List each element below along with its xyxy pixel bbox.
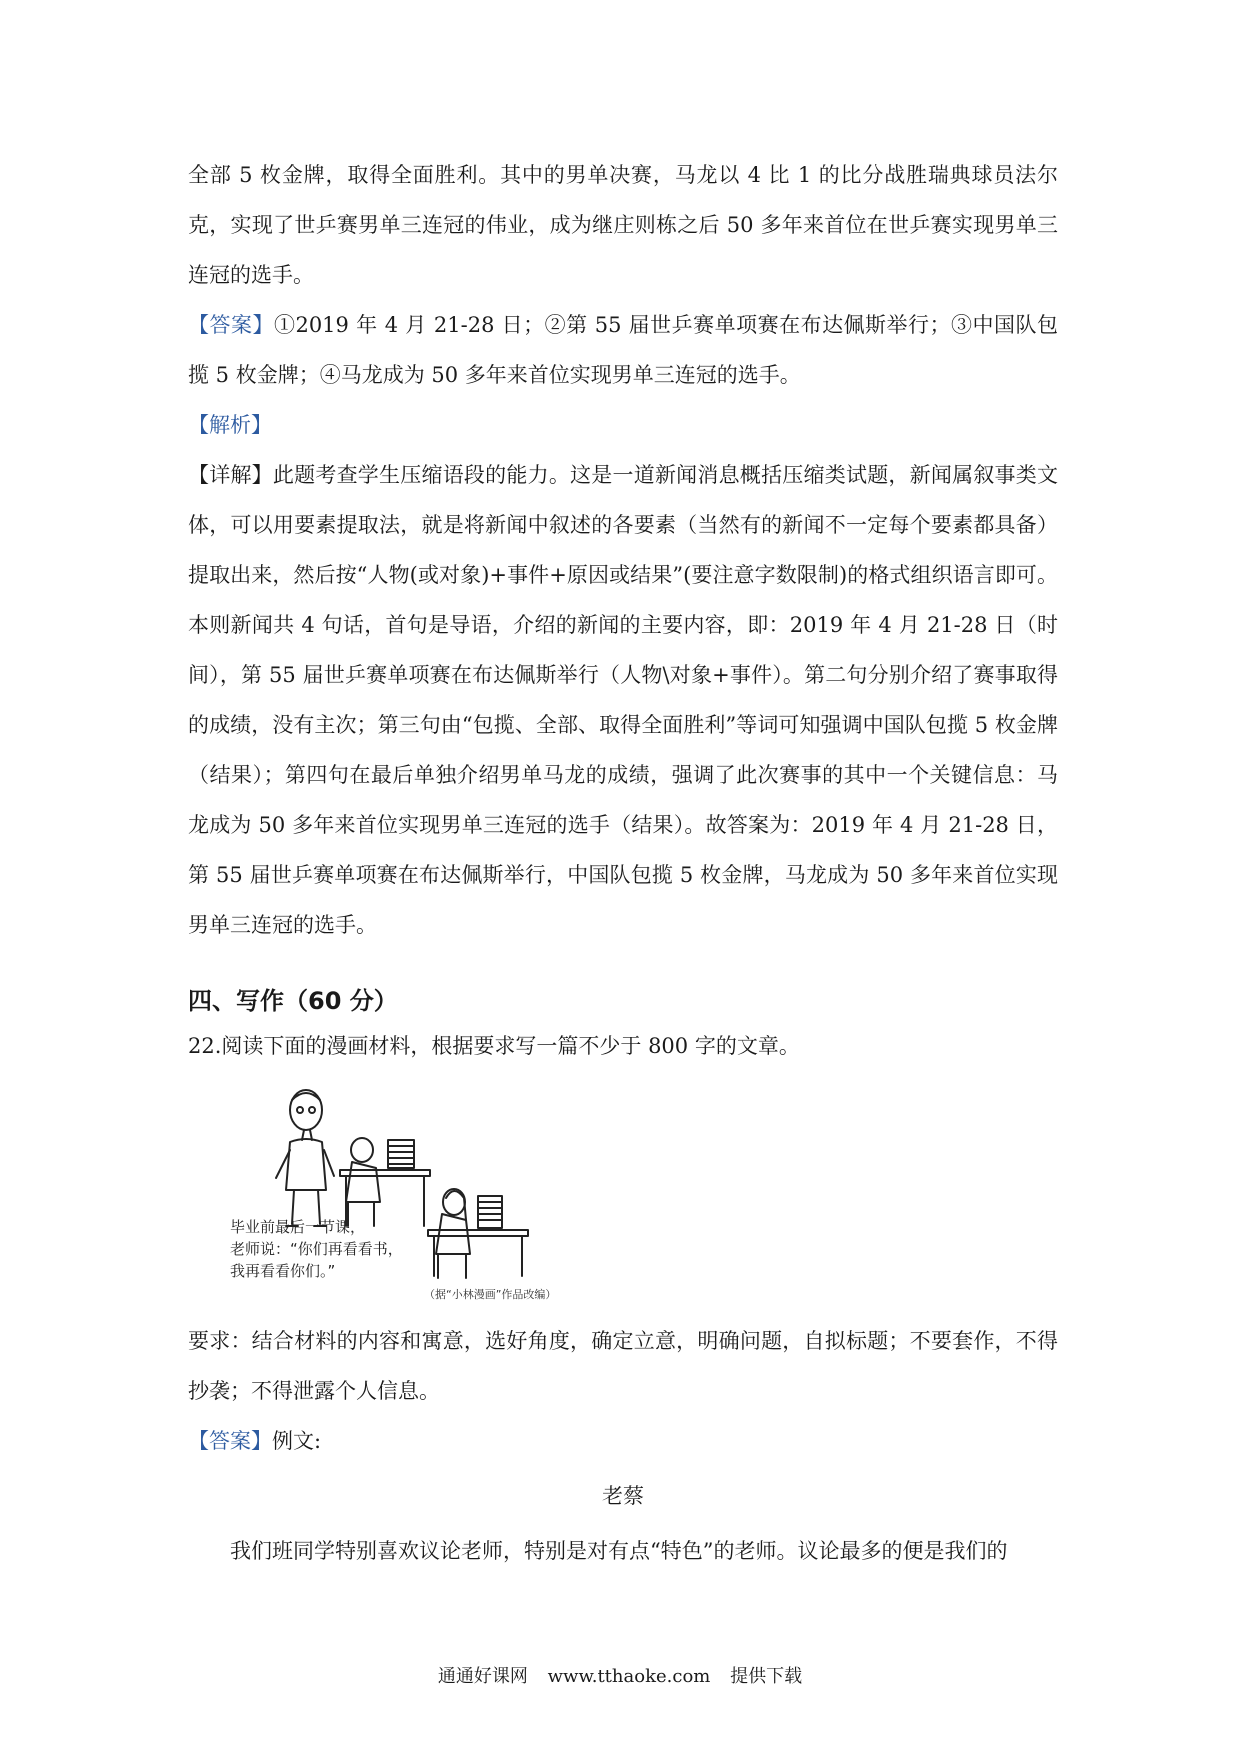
answer2-text: 例文: (272, 1429, 322, 1453)
requirement-text: 要求：结合材料的内容和寓意，选好角度，确定立意，明确问题，自拟标题；不要套作，不得抄袭；不得泄露个人信息。 (188, 1329, 1058, 1403)
cartoon-caption: （据“小林漫画”作品改编） (424, 1288, 557, 1301)
page-footer (0, 1662, 1240, 1688)
cartoon-drawing (228, 1080, 568, 1304)
answer2-block (188, 1416, 1058, 1466)
footer-url[interactable]: www.tthaoke.com (547, 1666, 711, 1687)
essay-first-line: 我们班同学特别喜欢议论老师，特别是对有点“特色”的老师。议论最多的便是我们的 (230, 1539, 1008, 1563)
cartoon-image (228, 1080, 568, 1304)
footer-site: 通通好课网 (437, 1666, 528, 1687)
analysis-block (188, 400, 1058, 450)
question-text: 22.阅读下面的漫画材料，根据要求写一篇不少于 800 字的文章。 (188, 1034, 800, 1058)
section-title: 四、写作（60 分） (188, 987, 398, 1015)
cartoon-handwriting-line-1: 毕业前最后一节课， (230, 1218, 366, 1236)
analysis-label: 【解析】 (188, 413, 272, 437)
document-body (188, 150, 1058, 1576)
detail-label: 【详解】 (188, 463, 273, 487)
cartoon-handwriting-line-3: 我再看看你们。” (230, 1262, 336, 1280)
answer-text: ①2019 年 4 月 21-28 日；②第 55 届世乒赛单项赛在布达佩斯举行；③中国队包揽 5 枚金牌；④马龙成为 50 多年来首位实现男单三连冠的选手。 (188, 313, 1058, 387)
news-paragraph: 全部 5 枚金牌，取得全面胜利。其中的男单决赛，马龙以 4 比 1 的比分战胜瑞典球员法尔克，实现了世乒赛男单三连冠的伟业，成为继庄则栋之后 50 多年来首位在世乒赛实现男单三连冠的选手。 (188, 163, 1058, 287)
essay-title: 老蔡 (602, 1484, 644, 1508)
answer2-label: 【答案】 (188, 1429, 272, 1453)
answer-label: 【答案】 (188, 313, 274, 337)
answer-block (188, 300, 1058, 400)
footer-note: 提供下载 (730, 1666, 803, 1687)
detail-block (188, 450, 1058, 950)
detail-text: 此题考查学生压缩语段的能力。这是一道新闻消息概括压缩类试题，新闻属叙事类文体，可以用要素提取法，就是将新闻中叙述的各要素（当然有的新闻不一定每个要素都具备）提取出来，然后按“人物(或对象)+事件+原因或结果”(要注意字数限制)的格式组织语言即可。本则新闻共 4 句话，首句是导语，介绍的新闻的主要内容，即：2019 年 4 月 21-28 日（时间），第 55 届世乒赛单项赛在布达佩斯举行（人物\对象+事件）。第二句分别介绍了赛事取得的成绩，没有主次；第三句由“包揽、全部、取得全面胜利”等词可知强调中国队包揽 5 枚金牌（结果）；第四句在最后单独介绍男单马龙的成绩，强调了此次赛事的其中一个关键信息：马龙成为 50 多年来首位实现男单三连冠的选手（结果）。故答案为：2019 年 4 月 21-28 日，第 55 届世乒赛单项赛在布达佩斯举行，中国队包揽 5 枚金牌，马龙成为 50 多年来首位实现男单三连冠的选手。 (188, 463, 1059, 937)
cartoon-handwriting-line-2: 老师说：“你们再看看书， (230, 1240, 403, 1258)
